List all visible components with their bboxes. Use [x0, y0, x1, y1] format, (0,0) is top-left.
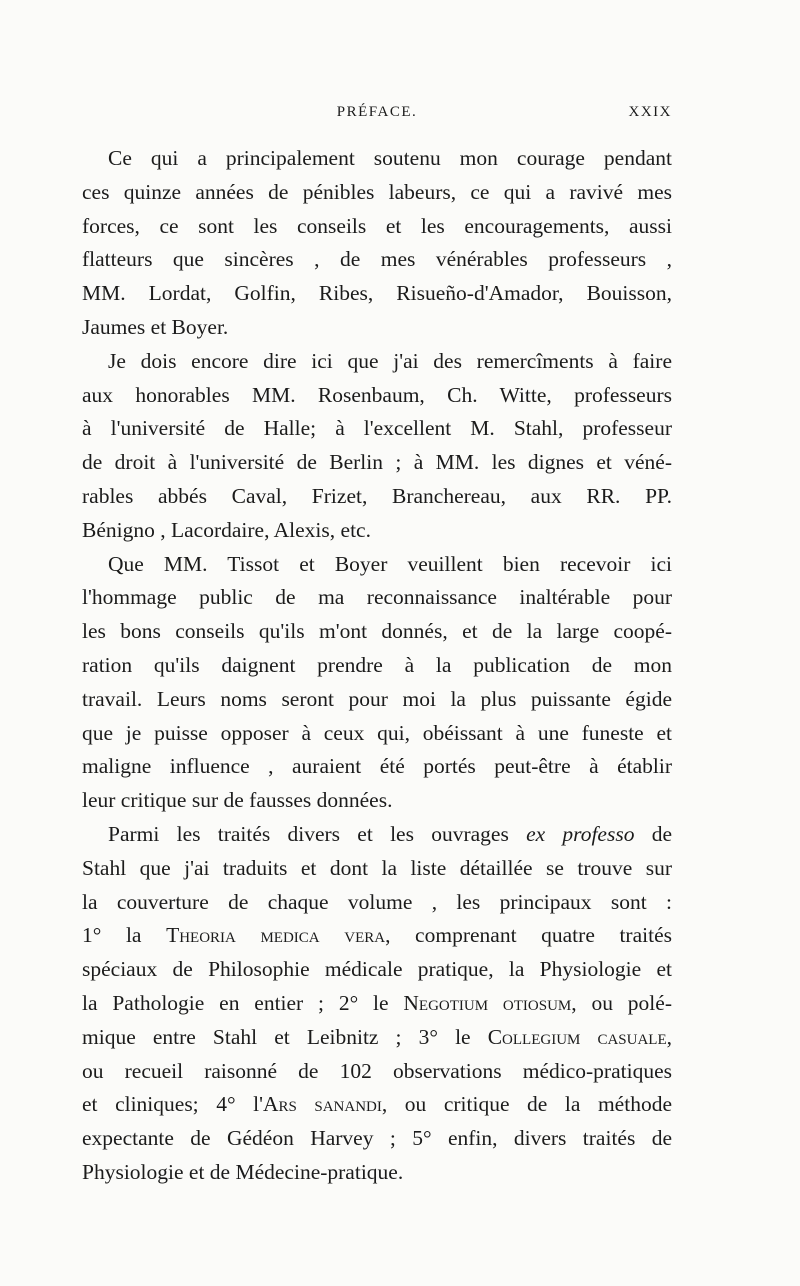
text-line: Ce qui a principalement soutenu mon courage pendant [108, 146, 672, 170]
text-line: rables abbés Caval, Frizet, Branchereau, aux RR. PP. [82, 483, 672, 508]
paragraph-2 [82, 345, 672, 548]
text-line: maligne influence , auraient été portés peut-être à établir [82, 754, 672, 779]
text-line [82, 818, 672, 852]
italic-phrase: ex professo [526, 821, 635, 846]
text-line: flatteurs que sincères , de mes vénérables professeurs , [82, 247, 672, 272]
paragraph-1 [82, 142, 672, 345]
text-run: de [651, 821, 673, 846]
text-line [82, 987, 672, 1021]
text-run: 1° la [82, 923, 142, 948]
text-line: travail. Leurs noms seront pour moi la plus puissante égide [82, 686, 672, 711]
text-line: Bénigno , Lacordaire, Alexis, etc. [82, 517, 371, 542]
text-line: ou recueil raisonné de 102 observations médico-pratiques [82, 1058, 672, 1083]
text-run: et cliniques; 4° l' [82, 1092, 263, 1117]
body-text [82, 142, 672, 1190]
text-run: , [666, 1024, 673, 1049]
text-run: , ou polé- [571, 990, 672, 1015]
text-line: Je dois encore dire ici que j'ai des remercîments à faire [108, 348, 672, 373]
paragraph-3 [82, 548, 672, 818]
text-line: Stahl que j'ai traduits et dont la liste détaillée se trouve sur [82, 855, 672, 880]
paragraph-4 [82, 818, 672, 1190]
work-title: Collegium casuale [487, 1024, 667, 1049]
running-title: PRÉFACE. [336, 104, 418, 120]
text-line: les bons conseils qu'ils m'ont donnés, et de la large coopé- [82, 619, 672, 644]
work-title: Theoria medica vera [166, 923, 386, 948]
text-line [82, 1021, 672, 1055]
text-line: l'hommage public de ma reconnaissance inaltérable pour [82, 585, 672, 610]
text-line: de droit à l'université de Berlin ; à MM. les dignes et véné- [82, 450, 672, 475]
text-line [82, 1088, 672, 1122]
text-line: expectante de Gédéon Harvey ; 5° enfin, divers traités de [82, 1126, 672, 1151]
text-run: Parmi les traités divers et les ouvrages [108, 821, 509, 846]
text-line: ration qu'ils daignent prendre à la publication de mon [82, 652, 672, 677]
text-line [82, 919, 672, 953]
text-line: Physiologie et de Médecine-pratique. [82, 1159, 404, 1184]
text-line: spéciaux de Philosophie médicale pratique, la Physiologie et [82, 957, 672, 982]
text-line: la couverture de chaque volume , les principaux sont : [82, 889, 672, 914]
text-run: la Pathologie en entier ; 2° le [82, 990, 389, 1015]
text-line: aux honorables MM. Rosenbaum, Ch. Witte, professeurs [82, 382, 672, 407]
text-run: , comprenant quatre traités [385, 923, 672, 948]
work-title: Negotium otiosum [403, 990, 572, 1015]
text-line: que je puisse opposer à ceux qui, obéissant à une funeste et [82, 720, 672, 745]
text-line: leur critique sur de fausses données. [82, 788, 393, 813]
page-number: XXIX [628, 104, 672, 120]
text-line: Que MM. Tissot et Boyer veuillent bien recevoir ici [108, 551, 672, 576]
text-run: mique entre Stahl et Leibnitz ; 3° le [82, 1024, 471, 1049]
work-title: Ars sanandi [262, 1092, 382, 1117]
text-run: , ou critique de la méthode [381, 1092, 672, 1117]
text-line: ces quinze années de pénibles labeurs, ce qui a ravivé mes [82, 179, 672, 204]
text-line: Jaumes et Boyer. [82, 314, 229, 339]
page-header [82, 104, 672, 130]
text-line: à l'université de Halle; à l'excellent M. Stahl, professeur [82, 416, 672, 441]
text-line: forces, ce sont les conseils et les encouragements, aussi [82, 213, 672, 238]
text-line: MM. Lordat, Golfin, Ribes, Risueño-d'Amador, Bouisson, [82, 281, 672, 306]
